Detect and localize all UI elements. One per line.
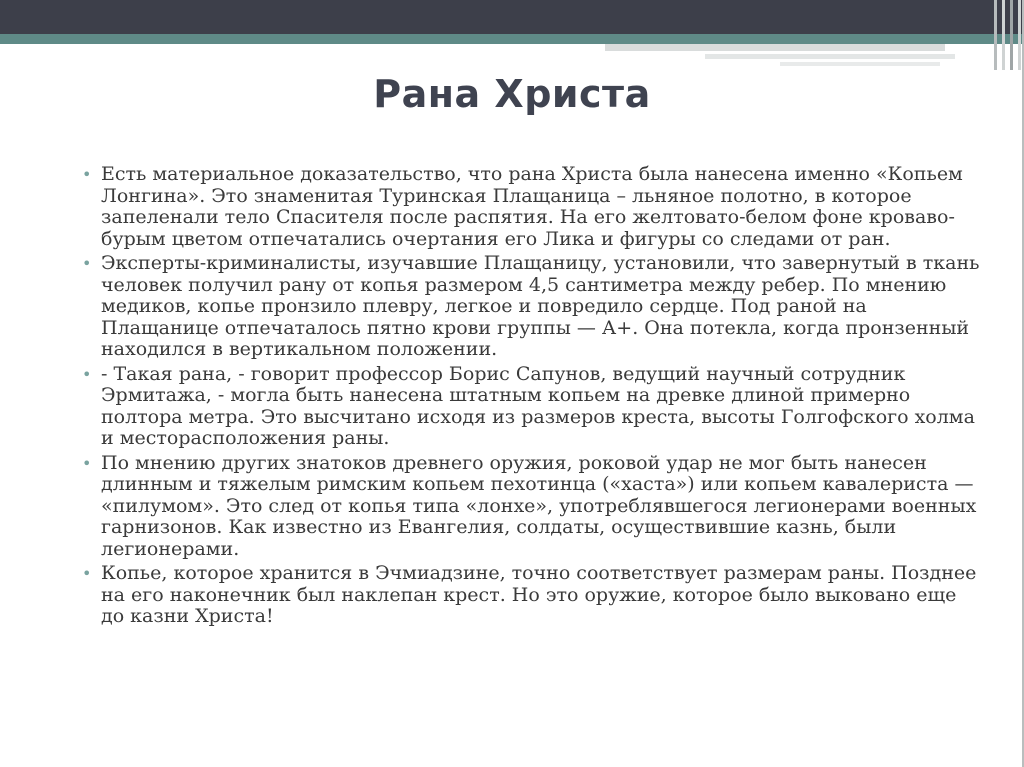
header-accent-line: [705, 54, 955, 59]
bullet-icon: •: [82, 564, 92, 583]
header-accent-line: [780, 62, 940, 66]
list-item-text: По мнению других знатоков древнего оружия, роковой удар не мог быть нанесен длинным и тяжелым римским копьем пехотинца («хаста») или копьем кавалериста — «пилумом». Это след от копья типа «лонхе», употреблявшегося легионерами военных гарнизонов. Как известно из Евангелия, солдаты, осуществившие казнь, были легионерами.: [101, 451, 977, 560]
header-bar-dark: [0, 0, 1024, 34]
bullet-icon: •: [82, 165, 92, 184]
bullet-icon: •: [82, 254, 92, 273]
list-item: [82, 164, 982, 250]
header-accent-line: [605, 44, 945, 51]
list-item: [82, 253, 982, 361]
list-item: [82, 364, 982, 450]
corner-stripe: [1002, 0, 1005, 70]
list-item-text: Есть материальное доказательство, что рана Христа была нанесена именно «Копьем Лонгина». Это знаменитая Туринская Плащаница – льняное полотно, в которое запеленали тело Спасителя после распятия. На его желтовато-белом фоне кроваво-бурым цветом отпечатались очертания его Лика и фигуры со следами от ран.: [101, 163, 963, 250]
list-item: [82, 453, 982, 561]
corner-stripe: [1010, 0, 1013, 70]
slide-title: Рана Христа: [373, 72, 651, 116]
corner-stripe: [994, 0, 997, 70]
header-bar-teal: [0, 34, 1024, 44]
list-item-text: Копье, которое хранится в Эчмиадзине, точно соответствует размерам раны. Позднее на его наконечник был наклепан крест. Но это оружие, которое было выковано еще до казни Христа!: [101, 562, 977, 627]
list-item-text: Эксперты-криминалисты, изучавшие Плащаницу, установили, что завернутый в ткань человек получил рану от копья размером 4,5 сантиметра между ребер. По мнению медиков, копье пронзило плевру, легкое и повредило сердце. Под раной на Плащанице отпечаталось пятно крови группы — А+. Она потекла, когда пронзенный находился в вертикальном положении.: [101, 252, 980, 360]
list-item: [82, 563, 982, 628]
corner-stripe: [1018, 0, 1021, 70]
bullet-icon: •: [82, 453, 92, 473]
list-item-text: - Такая рана, - говорит профессор Борис Сапунов, ведущий научный сотрудник Эрмитажа, - могла быть нанесена штатным копьем на древке длиной примерно полтора метра. Это высчитано исходя из размеров креста, высоты Голгофского холма и месторасположения раны.: [101, 362, 975, 449]
bullet-list: [82, 164, 982, 631]
bullet-icon: •: [82, 364, 92, 384]
